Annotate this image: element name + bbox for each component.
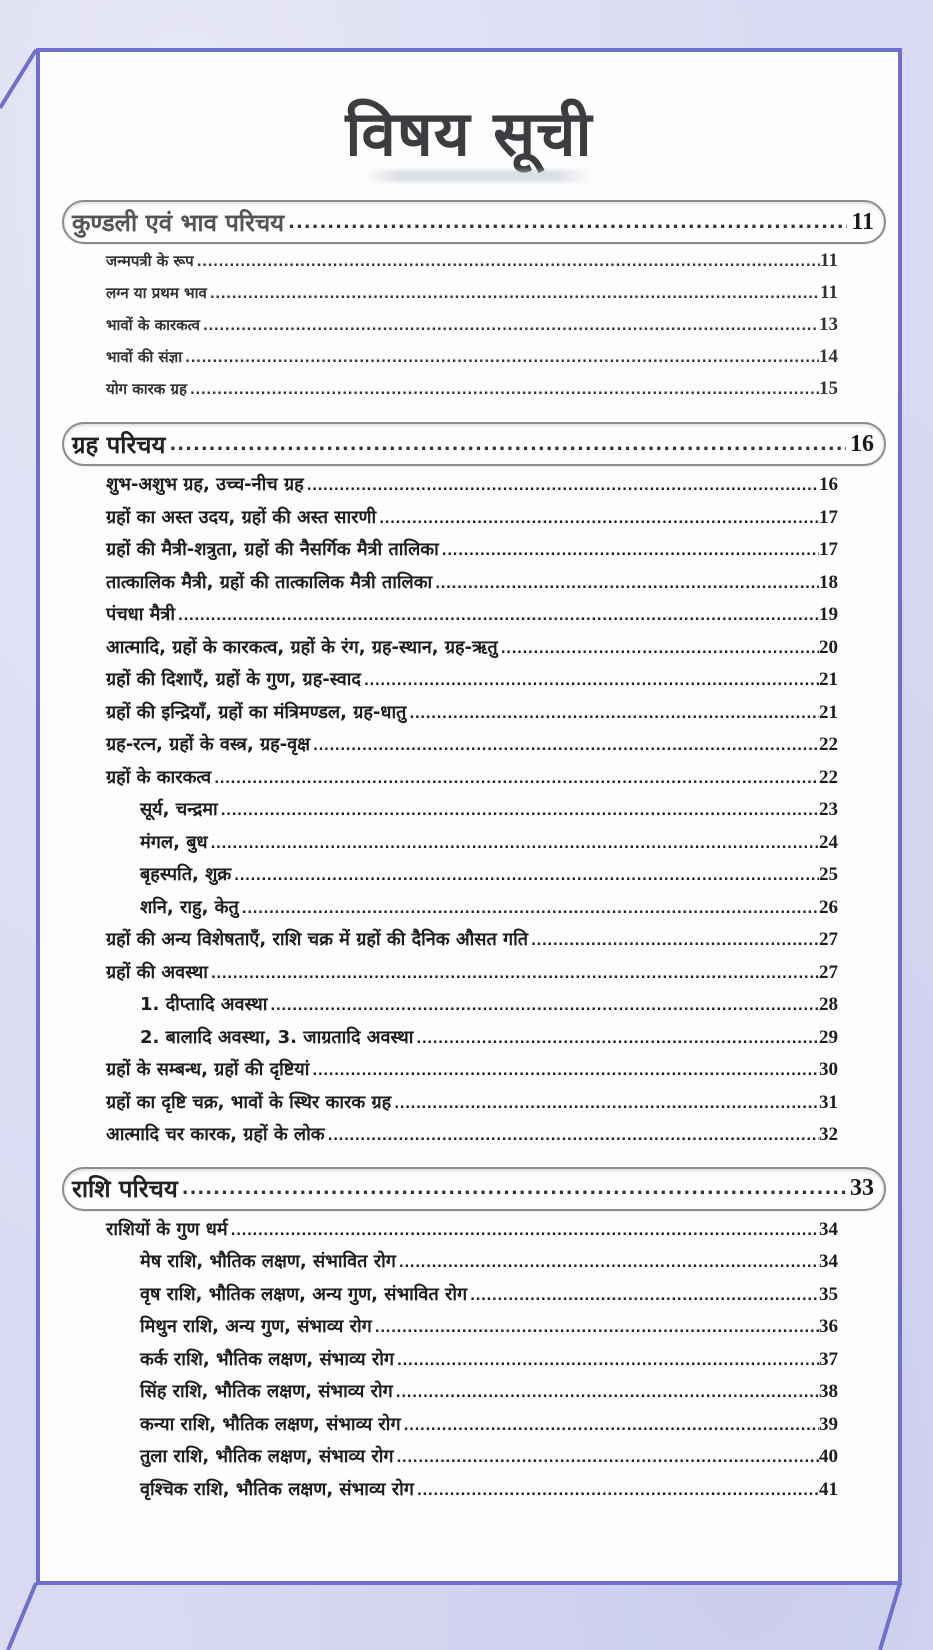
dot-leader <box>178 609 819 624</box>
toc-entry[interactable] <box>62 960 886 993</box>
table-of-contents <box>62 192 886 1513</box>
entry-page-number: 27 <box>819 961 838 983</box>
dot-leader <box>210 287 820 302</box>
dot-leader <box>211 837 819 852</box>
toc-entry[interactable] <box>62 472 886 505</box>
dot-leader <box>313 739 819 754</box>
entry-label: ग्रहों की दिशाएँ, ग्रहों के गुण, ग्रह-स्वाद <box>106 669 361 690</box>
dot-leader <box>197 255 820 270</box>
dot-leader <box>501 642 819 657</box>
entry-page-number: 29 <box>819 1026 838 1048</box>
entry-label: शनि, राहु, केतु <box>140 896 239 918</box>
entry-page-number: 18 <box>819 571 838 593</box>
entry-label: ग्रहों की अन्य विशेषताएँ, राशि चक्र में ग्रहों की दैनिक औसत गति <box>106 929 529 950</box>
toc-subentry[interactable] <box>62 797 886 830</box>
toc-subentry[interactable] <box>62 1347 886 1380</box>
entry-page-number: 34 <box>819 1251 838 1272</box>
section-header-rashi[interactable] <box>62 1167 886 1211</box>
dot-leader <box>470 1289 819 1304</box>
dot-leader <box>409 707 819 722</box>
entry-page-number: 13 <box>819 314 838 335</box>
dot-leader <box>396 1386 819 1401</box>
section-page-number: 11 <box>851 208 874 235</box>
entry-label: ग्रहों का दृष्टि चक्र, भावों के स्थिर कारक ग्रह <box>106 1091 392 1113</box>
entry-label: शुभ-अशुभ ग्रह, उच्च-नीच ग्रह <box>106 474 304 495</box>
dot-leader <box>231 1224 819 1239</box>
entry-label: तुला राशि, भौतिक लक्षण, संभाव्य रोग <box>140 1446 394 1467</box>
entry-page-number: 27 <box>819 929 838 950</box>
entry-page-number: 21 <box>819 701 838 723</box>
entry-page-number: 37 <box>819 1348 838 1370</box>
toc-entry[interactable] <box>62 537 886 570</box>
entry-page-number: 31 <box>819 1091 838 1113</box>
dot-leader <box>214 772 819 787</box>
section-page-number: 16 <box>850 430 874 457</box>
entry-page-number: 25 <box>819 864 838 885</box>
dot-leader <box>364 674 819 689</box>
entry-page-number: 22 <box>819 734 838 755</box>
entry-label: मेष राशि, भौतिक लक्षण, संभावित रोग <box>140 1251 396 1272</box>
entry-label: कन्या राशि, भौतिक लक्षण, संभाव्य रोग <box>140 1413 401 1435</box>
entry-page-number: 11 <box>820 282 838 303</box>
entry-label: ग्रहों के सम्बन्ध, ग्रहों की दृष्टियां <box>106 1059 310 1080</box>
dot-leader <box>270 999 819 1014</box>
toc-entry[interactable] <box>62 700 886 733</box>
entry-page-number: 11 <box>820 250 838 271</box>
entry-label: पंचधा मैत्री <box>106 604 176 625</box>
dot-leader <box>379 512 819 527</box>
title-shadow <box>365 170 590 182</box>
toc-entry[interactable] <box>62 602 886 635</box>
section-entries <box>62 244 886 414</box>
entry-label: सूर्य, चन्द्रमा <box>140 799 218 820</box>
entry-label: योग कारक ग्रह <box>106 380 187 398</box>
entry-label: भावों की संज्ञा <box>106 348 183 366</box>
dot-leader <box>234 869 819 884</box>
section-label: राशि परिचय <box>72 1175 178 1203</box>
entry-page-number: 34 <box>819 1218 838 1240</box>
toc-subentry[interactable] <box>62 862 886 895</box>
toc-subentry[interactable] <box>62 1025 886 1058</box>
toc-entry[interactable] <box>62 732 886 765</box>
section-header-kundali[interactable] <box>62 200 886 244</box>
entry-page-number: 38 <box>819 1381 838 1402</box>
dot-leader <box>442 544 819 559</box>
dot-leader <box>404 1419 819 1434</box>
dot-leader <box>203 319 819 334</box>
page-title: विषय सूची <box>345 97 593 170</box>
toc-subentry[interactable] <box>62 992 886 1025</box>
toc-subentry[interactable] <box>62 1314 886 1347</box>
toc-subentry[interactable] <box>62 830 886 863</box>
toc-entry[interactable] <box>62 250 886 282</box>
entry-label: ग्रहों की अवस्था <box>106 961 208 983</box>
dot-leader <box>242 902 819 917</box>
entry-label: जन्मपत्री के रूप <box>106 252 194 270</box>
dot-leader <box>185 351 819 366</box>
entry-page-number: 28 <box>819 994 838 1015</box>
entry-page-number: 30 <box>819 1059 838 1080</box>
dot-leader <box>416 1032 819 1047</box>
dot-leader <box>169 434 846 455</box>
entry-page-number: 16 <box>819 474 838 495</box>
toc-entry[interactable] <box>62 1122 886 1155</box>
dot-leader <box>435 577 819 592</box>
entry-page-number: 41 <box>819 1478 838 1500</box>
section-entries <box>62 1211 886 1514</box>
toc-entry[interactable] <box>62 346 886 378</box>
dot-leader <box>397 1354 819 1369</box>
toc-entry[interactable] <box>62 570 886 603</box>
entry-page-number: 14 <box>819 346 838 367</box>
dot-leader <box>211 967 819 982</box>
section-entries <box>62 466 886 1159</box>
entry-label: सिंह राशि, भौतिक लक्षण, संभाव्य रोग <box>140 1381 393 1402</box>
toc-subentry[interactable] <box>62 1412 886 1445</box>
entry-label: वृष राशि, भौतिक लक्षण, अन्य गुण, संभावित रोग <box>140 1283 468 1305</box>
dot-leader <box>307 479 819 494</box>
toc-entry[interactable] <box>62 927 886 960</box>
toc-subentry[interactable] <box>62 1379 886 1412</box>
toc-entry[interactable] <box>62 1090 886 1123</box>
toc-page <box>36 48 902 1585</box>
toc-subentry[interactable] <box>62 895 886 928</box>
entry-page-number: 40 <box>819 1446 838 1467</box>
entry-page-number: 22 <box>819 766 838 788</box>
toc-entry[interactable] <box>62 505 886 538</box>
toc-entry[interactable] <box>62 1057 886 1090</box>
entry-label: लग्न या प्रथम भाव <box>106 284 207 302</box>
entry-page-number: 32 <box>819 1124 838 1145</box>
entry-label: भावों के कारकत्व <box>106 316 200 334</box>
entry-page-number: 17 <box>819 506 838 528</box>
dot-leader <box>396 1451 819 1466</box>
entry-page-number: 36 <box>819 1316 838 1337</box>
entry-label: राशियों के गुण धर्म <box>106 1218 228 1240</box>
dot-leader <box>312 1064 819 1079</box>
toc-entry[interactable] <box>62 635 886 668</box>
entry-page-number: 15 <box>819 378 838 399</box>
entry-page-number: 35 <box>819 1283 838 1305</box>
toc-entry[interactable] <box>62 282 886 314</box>
toc-entry[interactable] <box>62 378 886 410</box>
toc-entry[interactable] <box>62 1217 886 1250</box>
dot-leader <box>375 1321 819 1336</box>
section-label: कुण्डली एवं भाव परिचय <box>72 208 285 237</box>
toc-subentry[interactable] <box>62 1444 886 1477</box>
entry-label: आत्मादि, ग्रहों के कारकत्व, ग्रहों के रंग, ग्रह-स्थान, ग्रह-ऋतु <box>106 636 498 658</box>
entry-label: कर्क राशि, भौतिक लक्षण, संभाव्य रोग <box>140 1348 395 1370</box>
entry-label: बृहस्पति, शुक्र <box>140 864 232 885</box>
entry-label: ग्रहों की इन्द्रियाँ, ग्रहों का मंत्रिमण्डल, ग्रह-धातु <box>106 701 407 723</box>
dot-leader <box>394 1097 819 1112</box>
entry-page-number: 23 <box>819 799 838 820</box>
section-page-number: 33 <box>850 1175 874 1201</box>
toc-subentry[interactable] <box>62 1477 886 1510</box>
toc-subentry[interactable] <box>62 1282 886 1315</box>
entry-page-number: 19 <box>819 604 838 625</box>
entry-label: मंगल, बुध <box>140 831 208 853</box>
dot-leader <box>417 1484 819 1499</box>
toc-entry[interactable] <box>62 667 886 700</box>
entry-page-number: 20 <box>819 636 838 658</box>
entry-label: आत्मादि चर कारक, ग्रहों के लोक <box>106 1124 325 1145</box>
entry-page-number: 24 <box>819 831 838 853</box>
entry-label: 1. दीप्तादि अवस्था <box>140 994 268 1015</box>
entry-label: वृश्चिक राशि, भौतिक लक्षण, संभाव्य रोग <box>140 1478 414 1500</box>
entry-page-number: 39 <box>819 1413 838 1435</box>
entry-label: तात्कालिक मैत्री, ग्रहों की तात्कालिक मैत्री तालिका <box>106 571 433 593</box>
dot-leader <box>221 804 819 819</box>
dot-leader <box>531 934 819 949</box>
dot-leader <box>288 212 847 233</box>
entry-page-number: 17 <box>819 539 838 560</box>
entry-label: मिथुन राशि, अन्य गुण, संभाव्य रोग <box>140 1316 372 1337</box>
dot-leader <box>399 1256 819 1271</box>
dot-leader <box>182 1178 846 1199</box>
toc-entry[interactable] <box>62 765 886 798</box>
entry-page-number: 21 <box>819 669 838 690</box>
entry-label: ग्रहों के कारकत्व <box>106 766 212 788</box>
entry-page-number: 26 <box>819 896 838 918</box>
entry-label: 2. बालादि अवस्था, 3. जाग्रतादि अवस्था <box>140 1026 414 1048</box>
entry-label: ग्रहों की मैत्री-शत्रुता, ग्रहों की नैसर्गिक मैत्री तालिका <box>106 539 439 560</box>
dot-leader <box>190 383 819 398</box>
entry-label: ग्रहों का अस्त उदय, ग्रहों की अस्त सारणी <box>106 506 377 528</box>
section-label: ग्रह परिचय <box>72 430 166 459</box>
section-header-graha[interactable] <box>62 422 886 466</box>
entry-label: ग्रह-रत्न, ग्रहों के वस्त्र, ग्रह-वृक्ष <box>106 734 311 755</box>
toc-subentry[interactable] <box>62 1249 886 1282</box>
dot-leader <box>328 1129 819 1144</box>
toc-entry[interactable] <box>62 314 886 346</box>
